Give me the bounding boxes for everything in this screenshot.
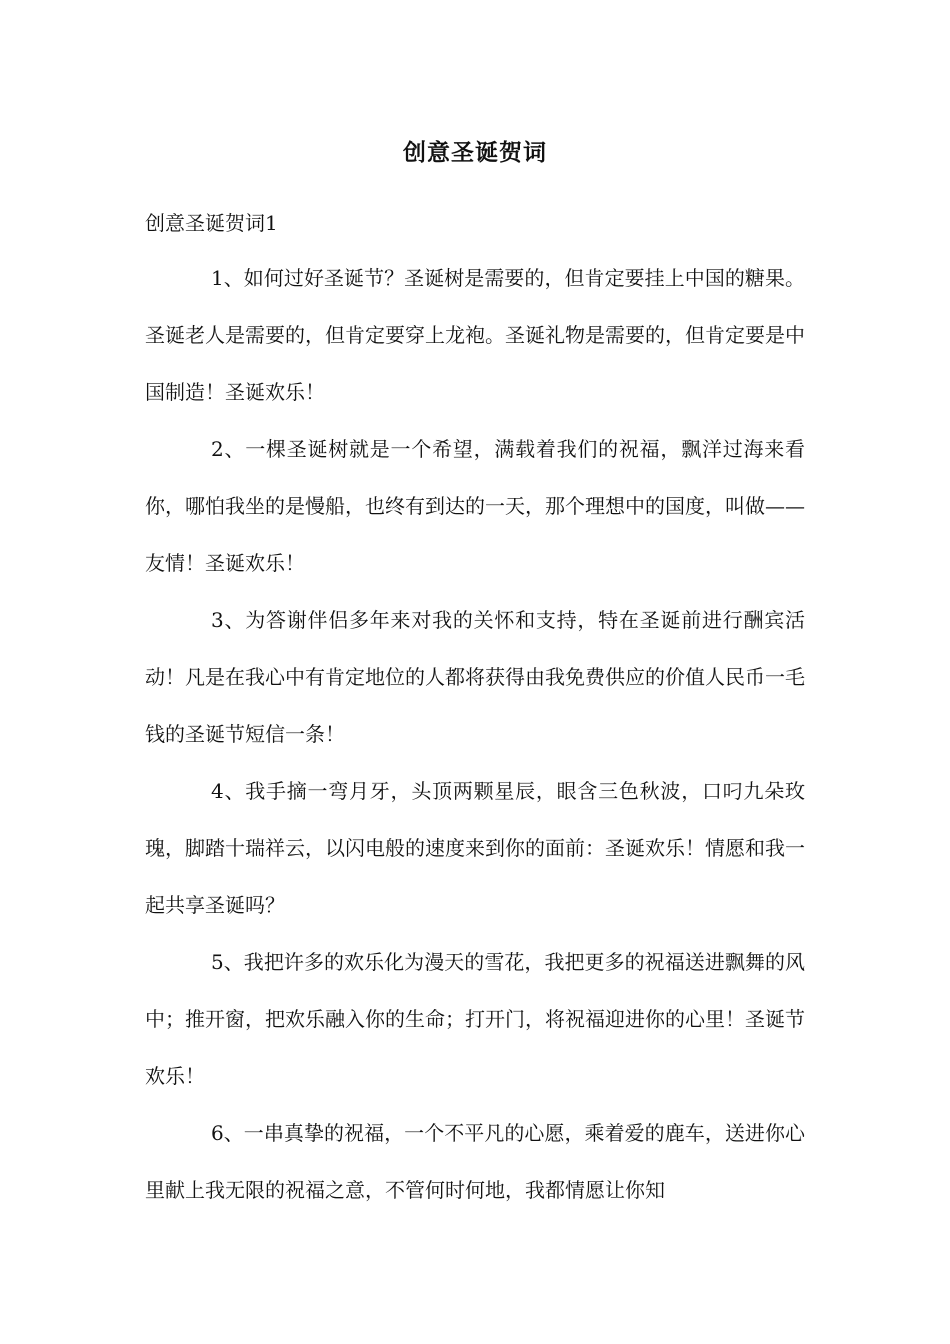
paragraph-1: 1、如何过好圣诞节？圣诞树是需要的，但肯定要挂上中国的糖果。圣诞老人是需要的，但肯定要穿上龙袍。圣诞礼物是需要的，但肯定要是中国制造！圣诞欢乐！ [145, 266, 805, 404]
paragraph-5: 5、我把许多的欢乐化为漫天的雪花，我把更多的祝福送进飘舞的风中；推开窗，把欢乐融入你的生命；打开门，将祝福迎进你的心里！圣诞节欢乐！ [145, 950, 805, 1088]
paragraph-3: 3、为答谢伴侣多年来对我的关怀和支持，特在圣诞前进行酬宾活动！凡是在我心中有肯定地位的人都将获得由我免费供应的价值人民币一毛钱的圣诞节短信一条！ [145, 608, 805, 746]
section-heading: 创意圣诞贺词1 [145, 211, 278, 235]
paragraph-4: 4、我手摘一弯月牙，头顶两颗星辰，眼含三色秋波，口叼九朵玫瑰，脚踏十瑞祥云，以闪电般的速度来到你的面前：圣诞欢乐！情愿和我一起共享圣诞吗？ [145, 779, 805, 917]
document-title: 创意圣诞贺词 [403, 139, 547, 166]
paragraph-2: 2、一棵圣诞树就是一个希望，满载着我们的祝福，飘洋过海来看你，哪怕我坐的是慢船，也终有到达的一天，那个理想中的国度，叫做——友情！圣诞欢乐！ [145, 437, 805, 575]
paragraph-6: 6、一串真挚的祝福，一个不平凡的心愿，乘着爱的鹿车，送进你心里献上我无限的祝福之意，不管何时何地，我都情愿让你知 [145, 1121, 805, 1202]
